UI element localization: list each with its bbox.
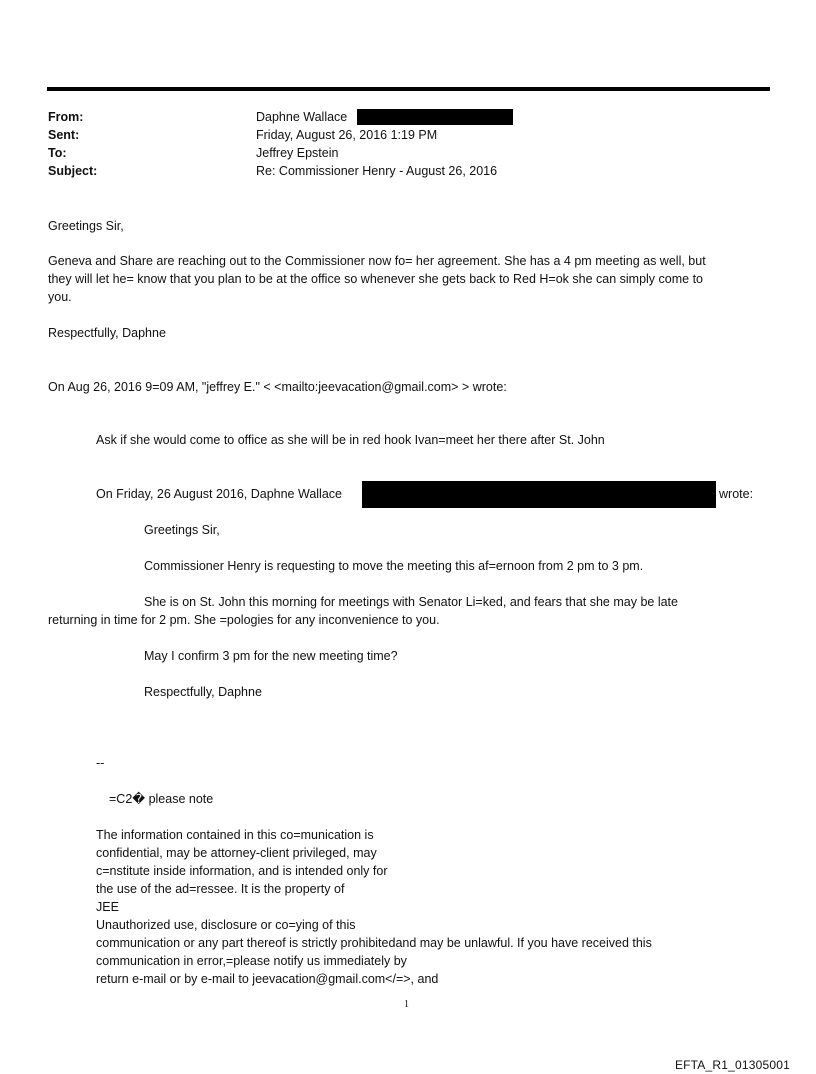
disclaimer-line: confidential, may be attorney-client privileged, may [96, 846, 377, 860]
paragraph-line: Geneva and Share are reaching out to the Commissioner now fo= her agreement. She has a 4 pm meeting as well, but [48, 254, 706, 268]
to-value: Jeffrey Epstein [256, 146, 339, 160]
redaction-box [362, 481, 716, 508]
inner-question: May I confirm 3 pm for the new meeting time? [144, 649, 398, 663]
from-value: Daphne Wallace [256, 110, 348, 124]
paragraph-line: they will let he= know that you plan to be at the office so whenever she gets back to Red H=ok she can simply come to [48, 272, 703, 286]
quoted-message: Ask if she would come to office as she will be in red hook Ivan=meet her there after St. John [96, 433, 605, 447]
disclaimer-line: communication or any part thereof is strictly prohibitedand may be unlawful. If you have received this [96, 936, 652, 950]
signoff: Respectfully, Daphne [48, 326, 166, 340]
signature-note: =C2� please note [109, 792, 214, 806]
inner-signoff: Respectfully, Daphne [144, 685, 262, 699]
disclaimer-line: the use of the ad=ressee. It is the property of [96, 882, 345, 896]
inner-greeting: Greetings Sir, [144, 523, 220, 537]
signature-dashes: -- [96, 756, 105, 770]
page-number: 1 [404, 999, 409, 1010]
greeting: Greetings Sir, [48, 219, 124, 233]
from-label: From: [48, 110, 84, 124]
quote-header-prefix: On Friday, 26 August 2016, Daphne Wallace [96, 487, 342, 501]
inner-paragraph-line: returning in time for 2 pm. She =pologies for any inconvenience to you. [48, 613, 440, 627]
to-label: To: [48, 146, 67, 160]
subject-label: Subject: [48, 164, 98, 178]
document-id: EFTA_R1_01305001 [674, 1058, 790, 1072]
disclaimer-line: JEE [96, 900, 119, 914]
quote-header-suffix: wrote: [719, 487, 754, 501]
redaction-box [357, 109, 513, 125]
disclaimer-line: The information contained in this co=munication is [96, 828, 374, 842]
inner-paragraph-line: She is on St. John this morning for meetings with Senator Li=ked, and fears that she may be late [144, 595, 678, 609]
disclaimer-line: communication in error,=please notify us immediately by [96, 954, 407, 968]
quote-header: On Aug 26, 2016 9=09 AM, "jeffrey E." < <mailto:jeevacation@gmail.com> > wrote: [48, 380, 507, 394]
disclaimer-line: return e-mail or by e-mail to jeevacation@gmail.com</=>, and [96, 972, 439, 986]
subject-value: Re: Commissioner Henry - August 26, 2016 [256, 164, 498, 178]
sent-value: Friday, August 26, 2016 1:19 PM [256, 128, 438, 142]
header-rule [47, 87, 770, 91]
disclaimer-line: Unauthorized use, disclosure or co=ying of this [96, 918, 356, 932]
paragraph-line: you. [48, 290, 72, 304]
disclaimer-line: c=nstitute inside information, and is intended only for [96, 864, 388, 878]
sent-label: Sent: [48, 128, 80, 142]
inner-paragraph: Commissioner Henry is requesting to move the meeting this af=ernoon from 2 pm to 3 pm. [144, 559, 644, 573]
